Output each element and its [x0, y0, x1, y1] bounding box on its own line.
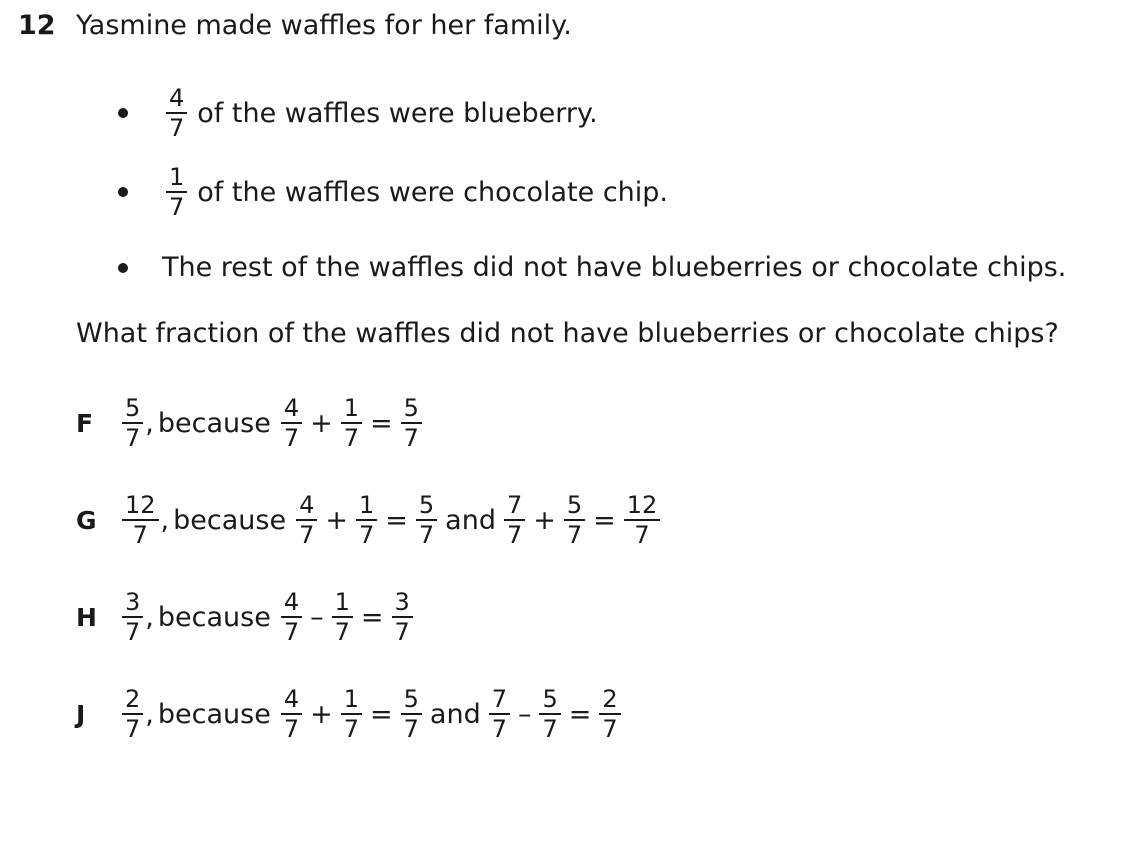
- question-prompt: What fraction of the waffles did not have blueberries or chocolate chips?: [76, 318, 1059, 349]
- comma: ,: [145, 601, 154, 633]
- because-word: because: [157, 407, 271, 439]
- and-word: and: [445, 504, 496, 536]
- bullet-dot-icon: [118, 187, 128, 197]
- operator: +: [310, 407, 333, 439]
- fraction-numerator: 4: [169, 84, 185, 112]
- fraction-numerator: 5: [403, 394, 419, 422]
- fraction-numerator: 5: [418, 491, 435, 519]
- operator: +: [310, 698, 333, 730]
- answer-fraction: [122, 687, 143, 741]
- fraction-numerator: 1: [343, 685, 359, 713]
- operator: +: [533, 504, 556, 536]
- bullet-dot-icon: [118, 263, 128, 273]
- operator: +: [325, 504, 348, 536]
- operator: –: [517, 698, 532, 730]
- fraction: [416, 493, 437, 547]
- fraction-numerator: 1: [169, 163, 185, 191]
- fraction-denominator: 7: [634, 521, 650, 549]
- answer-choice-g[interactable]: [76, 493, 662, 547]
- fraction: [489, 687, 510, 741]
- fraction: [392, 590, 413, 644]
- equals-sign: =: [593, 504, 616, 536]
- fraction-denominator: 7: [403, 715, 419, 743]
- because-word: because: [157, 601, 271, 633]
- fraction-numerator: 4: [283, 685, 300, 713]
- answer-choice-j[interactable]: [76, 687, 623, 741]
- fraction-denominator: 7: [283, 424, 300, 452]
- bullet-dot-icon: [118, 108, 128, 118]
- fraction-denominator: 7: [418, 521, 435, 549]
- fraction: [341, 687, 362, 741]
- fraction: [281, 687, 302, 741]
- choice-letter: J: [76, 699, 86, 729]
- fraction: [401, 396, 422, 450]
- fraction: [356, 493, 377, 547]
- equals-sign: =: [568, 698, 592, 730]
- bullet-text: of the waffles were chocolate chip.: [197, 176, 669, 208]
- bullet-item-rest: [118, 252, 1066, 283]
- question-number: 12: [18, 10, 56, 41]
- choice-letter: F: [76, 408, 94, 438]
- fraction-numerator: 4: [299, 491, 315, 519]
- comma: ,: [160, 504, 170, 536]
- fraction-denominator: 7: [343, 424, 359, 452]
- fraction-denominator: 7: [403, 424, 419, 452]
- fraction-denominator: 7: [125, 618, 141, 646]
- fraction-numerator: 3: [394, 588, 410, 616]
- bullet-text: of the waffles were blueberry.: [197, 97, 598, 129]
- fraction-numerator: 12: [626, 491, 658, 519]
- answer-fraction: [122, 396, 143, 450]
- fraction-denominator: 7: [602, 715, 618, 743]
- fraction: [281, 590, 302, 644]
- fraction-denominator: 7: [491, 715, 507, 743]
- fraction-numerator: 5: [403, 685, 419, 713]
- fraction-denominator: 7: [132, 521, 148, 549]
- equals-sign: =: [360, 601, 384, 633]
- question-stem: Yasmine made waffles for her family.: [76, 10, 572, 41]
- equals-sign: =: [370, 407, 393, 439]
- because-word: because: [157, 698, 271, 730]
- because-word: because: [173, 504, 287, 536]
- fraction: [624, 493, 661, 547]
- fraction-denominator: 7: [283, 715, 300, 743]
- fraction-denominator: 7: [169, 114, 185, 142]
- equals-sign: =: [370, 698, 393, 730]
- comma: ,: [145, 407, 154, 439]
- fraction: [166, 165, 187, 219]
- fraction-denominator: 7: [283, 618, 300, 646]
- fraction: [401, 687, 422, 741]
- fraction-denominator: 7: [394, 618, 410, 646]
- fraction: [564, 493, 585, 547]
- fraction-numerator: 1: [358, 491, 375, 519]
- fraction-numerator: 4: [283, 588, 300, 616]
- fraction-numerator: 2: [125, 685, 141, 713]
- answer-choice-h[interactable]: [76, 590, 415, 644]
- fraction: [332, 590, 353, 644]
- fraction: [599, 687, 620, 741]
- fraction-numerator: 1: [334, 588, 350, 616]
- fraction-numerator: 4: [283, 394, 300, 422]
- fraction-denominator: 7: [125, 424, 141, 452]
- operator: –: [310, 601, 324, 633]
- fraction-denominator: 7: [343, 715, 359, 743]
- fraction: [341, 396, 362, 450]
- fraction-numerator: 1: [343, 394, 359, 422]
- answer-fraction: [122, 493, 159, 547]
- fraction-denominator: 7: [542, 715, 558, 743]
- fraction-denominator: 7: [169, 193, 185, 221]
- fraction-numerator: 5: [566, 491, 583, 519]
- bullet-item-chocolate-chip: [118, 165, 668, 219]
- fraction-numerator: 12: [125, 491, 156, 519]
- fraction-denominator: 7: [506, 521, 523, 549]
- fraction-numerator: 5: [125, 394, 141, 422]
- bullet-text: The rest of the waffles did not have blueberries or chocolate chips.: [162, 252, 1067, 283]
- fraction: [504, 493, 525, 547]
- answer-fraction: [122, 590, 143, 644]
- choice-letter: H: [76, 602, 97, 632]
- choice-letter: G: [76, 505, 97, 535]
- fraction-numerator: 5: [542, 685, 558, 713]
- comma: ,: [145, 698, 154, 730]
- answer-choice-f[interactable]: [76, 396, 424, 450]
- equals-sign: =: [385, 504, 408, 536]
- fraction-denominator: 7: [125, 715, 141, 743]
- fraction-denominator: 7: [299, 521, 315, 549]
- fraction: [166, 86, 187, 140]
- fraction-denominator: 7: [566, 521, 583, 549]
- fraction-numerator: 3: [125, 588, 141, 616]
- fraction-numerator: 7: [506, 491, 523, 519]
- bullet-item-blueberry: [118, 86, 598, 140]
- and-word: and: [429, 698, 481, 730]
- fraction-denominator: 7: [334, 618, 350, 646]
- fraction-numerator: 2: [602, 685, 618, 713]
- fraction: [281, 396, 302, 450]
- fraction: [296, 493, 317, 547]
- fraction-denominator: 7: [358, 521, 375, 549]
- fraction: [539, 687, 560, 741]
- fraction-numerator: 7: [491, 685, 507, 713]
